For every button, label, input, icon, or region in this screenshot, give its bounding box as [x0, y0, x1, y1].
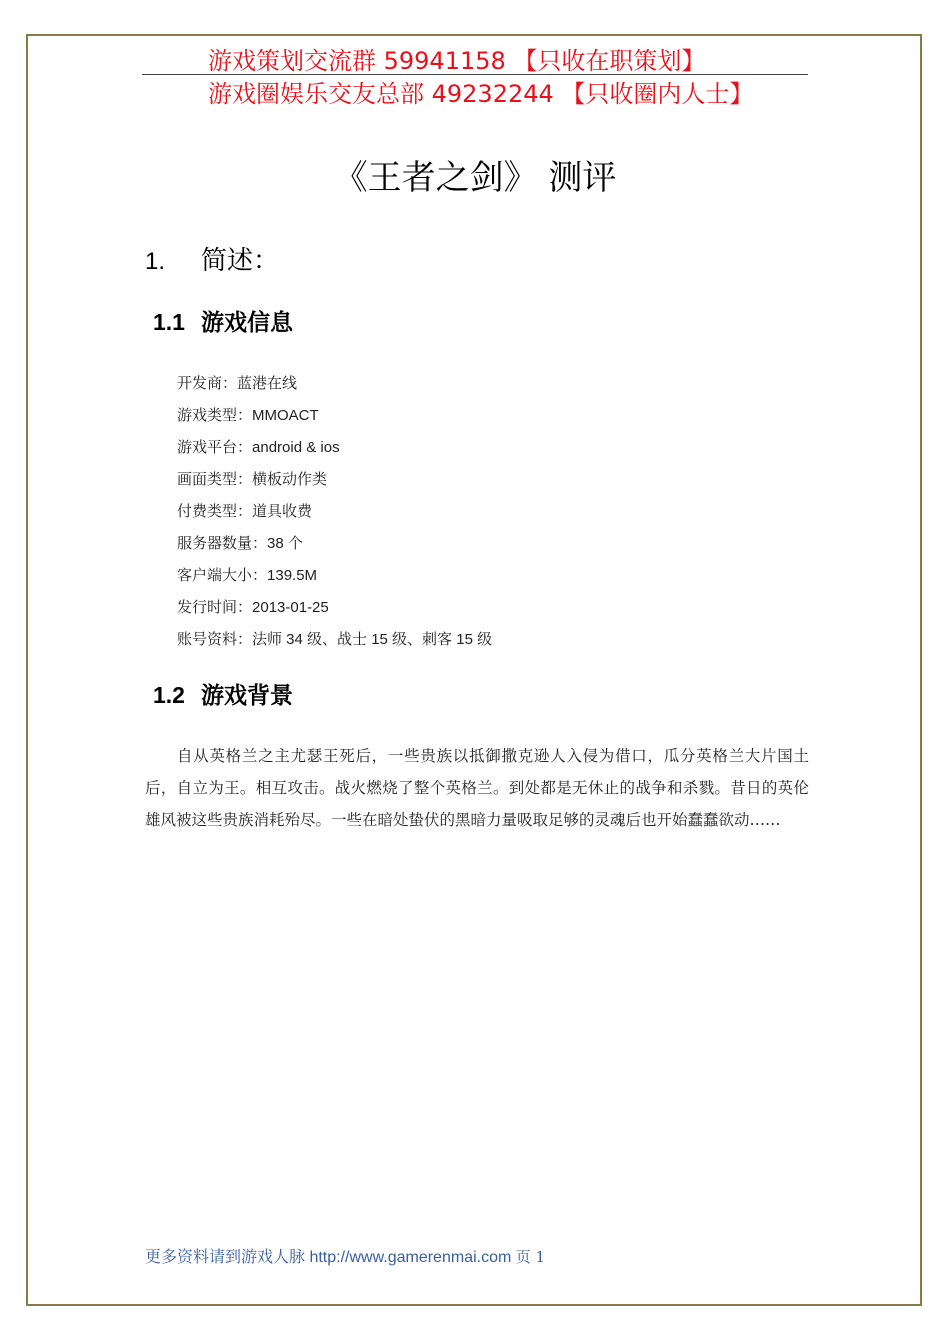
info-value: 横板动作类 [252, 471, 328, 488]
header-rule [142, 74, 808, 75]
background-paragraph: 自从英格兰之主尤瑟王死后，一些贵族以抵御撒克逊人入侵为借口，瓜分英格兰大片国土后，自立为王。相互攻击。战火燃烧了整个英格兰。到处都是无休止的战争和杀戮。昔日的英伦雄风被这些贵族消耗殆尽。一些在暗处蛰伏的黑暗力量吸取足够的灵魂后也开始蠢蠢欲动…… [145, 747, 809, 829]
footer-link-text[interactable]: 更多资料请到游戏人脉 http://www.gamerenmai.com [145, 1249, 512, 1266]
header-line-1: 游戏策划交流群 59941158 【只收在职策划】 [208, 47, 706, 75]
info-key: 客户端大小： [177, 566, 268, 584]
section-label: 游戏背景 [201, 683, 293, 709]
info-key: 发行时间： [177, 598, 253, 616]
header-line-2: 游戏圈娱乐交友总部 49232244 【只收圈内人士】 [208, 80, 754, 108]
info-value: 蓝港在线 [237, 375, 298, 392]
info-value: MMOACT [252, 407, 319, 424]
info-row [177, 530, 492, 562]
page-number: 页 1 [515, 1248, 546, 1266]
info-key: 服务器数量： [177, 534, 268, 552]
section-number: 1.1 [153, 309, 185, 335]
info-row [177, 370, 492, 402]
info-value: 法师 34 级、战士 15 级、刺客 15 级 [252, 631, 493, 648]
section-label: 游戏信息 [201, 310, 293, 336]
section-heading-1 [145, 244, 279, 279]
info-row [177, 594, 492, 626]
info-row [177, 434, 492, 466]
page-title: 《王者之剑》 测评 [333, 158, 617, 198]
page-border [26, 34, 922, 1306]
info-key: 开发商： [177, 374, 238, 392]
info-key: 付费类型： [177, 502, 253, 520]
info-key: 游戏类型： [177, 406, 253, 424]
info-value: 38 个 [267, 535, 303, 552]
info-row [177, 498, 492, 530]
info-value: 道具收费 [252, 503, 313, 520]
section-label: 简述： [201, 246, 280, 276]
info-row [177, 626, 492, 658]
info-row [177, 562, 492, 594]
info-value: 2013-01-25 [252, 599, 329, 616]
section-number: 1.2 [153, 682, 185, 708]
info-row [177, 402, 492, 434]
info-key: 账号资料： [177, 630, 253, 648]
info-key: 画面类型： [177, 470, 253, 488]
game-info-list [177, 370, 492, 658]
page-footer [145, 1246, 545, 1269]
section-heading-1-2 [153, 680, 293, 711]
info-key: 游戏平台： [177, 438, 253, 456]
section-number: 1. [145, 248, 166, 275]
info-row [177, 466, 492, 498]
section-heading-1-1 [153, 307, 293, 338]
info-value: android & ios [252, 439, 340, 456]
info-value: 139.5M [267, 567, 318, 584]
